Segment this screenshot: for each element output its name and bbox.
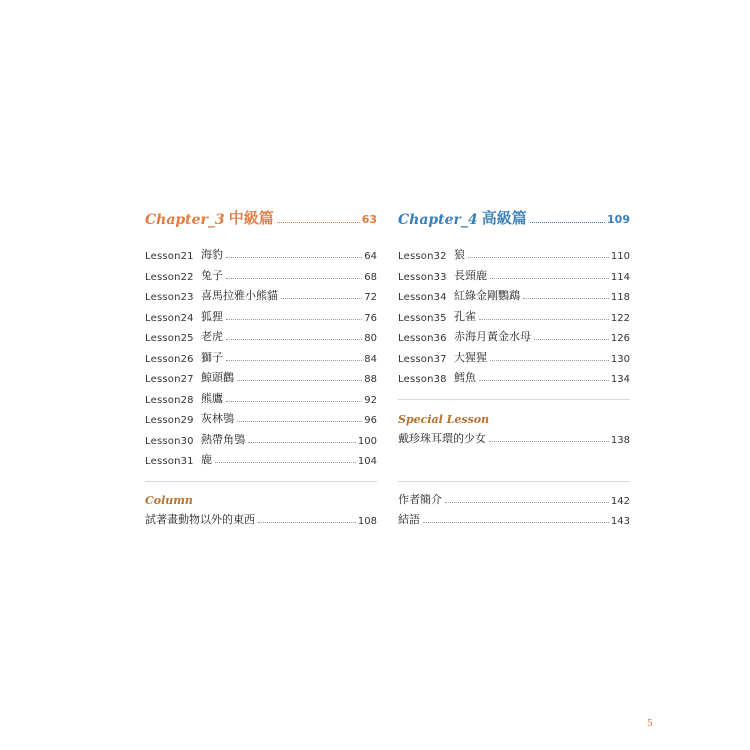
toc-row[interactable] [398,246,630,262]
lesson-page: 80 [364,333,377,344]
lesson-page: 122 [610,312,630,324]
lesson-title: 狼 [454,248,465,261]
toc-row-column[interactable] [145,511,377,527]
lesson-page: 126 [610,333,630,344]
lesson-title: 熱帶角鴞 [201,432,245,446]
lesson-number: Lesson23 [145,292,194,303]
lesson-page: 84 [364,353,377,365]
lesson-title: 紅綠金剛鸚鵡 [454,289,520,302]
section-divider [398,481,630,482]
toc-row[interactable] [398,369,630,385]
leader-dots [277,222,360,223]
page-number: 5 [647,719,653,729]
toc-row-special[interactable] [398,430,630,446]
leader-dots [226,278,362,279]
lesson-title: 海豹 [201,248,223,261]
lesson-number: Lesson25 [145,333,194,344]
leader-dots [237,421,362,422]
toc-row[interactable] [145,308,377,324]
toc-row[interactable] [145,390,377,406]
leader-dots [479,319,609,320]
chapter-page: 109 [607,213,630,226]
column-title: 試著畫動物以外的東西 [145,513,255,526]
toc-row[interactable] [398,308,630,324]
leader-dots [226,319,362,320]
lesson-page: 134 [610,374,630,385]
lesson-number: Lesson32 [398,251,447,262]
leader-dots [248,442,356,443]
lesson-title: 獅子 [201,350,223,364]
lesson-number: Lesson36 [398,333,447,344]
lesson-page: 130 [610,353,630,365]
lesson-number: Lesson27 [145,374,194,385]
lesson-number: Lesson38 [398,374,447,385]
lesson-page: 64 [364,251,377,262]
toc-row[interactable] [398,287,630,303]
toc-row[interactable] [145,451,377,467]
toc-row[interactable] [398,267,630,283]
leader-dots [523,298,609,299]
leader-dots [490,360,609,361]
section-divider [145,481,377,482]
lesson-title: 大猩猩 [454,350,487,364]
toc-row[interactable] [145,246,377,262]
chapter-4-heading[interactable] [398,206,630,228]
toc-row[interactable] [145,410,377,426]
lesson-page: 118 [610,292,630,303]
lesson-title: 老虎 [201,330,223,343]
section-divider [398,399,630,400]
leader-dots [530,222,605,223]
chapter-page: 63 [361,213,377,226]
column-section-heading: Column [145,494,193,507]
leader-dots [258,522,356,523]
extra-title: 結語 [398,513,420,526]
special-lesson-title: 戴珍珠耳環的少女 [398,432,486,445]
lesson-page: 92 [364,394,377,406]
leader-dots [468,257,609,258]
toc-row[interactable] [145,267,377,283]
special-lesson-heading: Special Lesson [398,413,490,426]
leader-dots [237,380,362,381]
leader-dots [423,522,609,523]
chapter-title-en: Chapter_3 [145,212,225,228]
lesson-title: 鯨頭鸛 [201,371,234,384]
extra-title: 作者簡介 [398,493,442,506]
leader-dots [534,339,609,340]
chapter-title-zh: 中級篇 [228,209,274,227]
toc-row[interactable] [398,349,630,365]
lesson-number: Lesson29 [145,415,194,426]
lesson-title: 喜馬拉雅小熊貓 [201,289,278,302]
leader-dots [445,502,609,503]
lesson-title: 熊鷹 [201,391,223,405]
lesson-page: 72 [364,292,377,303]
leader-dots [281,298,362,299]
lesson-page: 100 [357,435,377,447]
lesson-title: 狐狸 [201,309,223,323]
leader-dots [479,380,609,381]
toc-row[interactable] [145,328,377,344]
lesson-title: 兔子 [201,268,223,282]
lesson-page: 114 [610,271,630,283]
lesson-page: 68 [364,271,377,283]
chapter-title-zh: 高級篇 [481,209,527,227]
leader-dots [215,462,356,463]
toc-row[interactable] [145,369,377,385]
chapter-3-heading[interactable] [145,206,377,228]
lesson-number: Lesson37 [398,353,447,365]
special-lesson-page: 138 [610,435,630,446]
lesson-title: 赤海月黃金水母 [454,330,531,343]
toc-row[interactable] [145,287,377,303]
extra-page: 143 [610,516,630,527]
leader-dots [226,401,362,402]
leader-dots [226,360,362,361]
lesson-number: Lesson24 [145,312,194,324]
lesson-number: Lesson33 [398,271,447,283]
lesson-number: Lesson22 [145,271,194,283]
leader-dots [226,257,362,258]
lesson-page: 96 [364,415,377,426]
column-page: 108 [357,516,377,527]
toc-row[interactable] [145,431,377,447]
leader-dots [226,339,362,340]
toc-row-extra[interactable] [398,511,630,527]
toc-row[interactable] [145,349,377,365]
lesson-number: Lesson31 [145,456,194,467]
leader-dots [490,278,609,279]
lesson-number: Lesson21 [145,251,194,262]
lesson-title: 鹿 [201,453,212,466]
lesson-number: Lesson28 [145,394,194,406]
lesson-title: 鱈魚 [454,371,476,384]
toc-row[interactable] [398,328,630,344]
lesson-number: Lesson26 [145,353,194,365]
lesson-number: Lesson30 [145,435,194,447]
lesson-page: 88 [364,374,377,385]
lesson-number: Lesson34 [398,292,447,303]
chapter-title-en: Chapter_4 [398,212,478,228]
leader-dots [489,441,609,442]
lesson-number: Lesson35 [398,312,447,324]
lesson-page: 110 [610,251,630,262]
lesson-title: 長頸鹿 [454,268,487,282]
toc-row-extra[interactable] [398,491,630,507]
lesson-title: 灰林鴞 [201,412,234,425]
lesson-title: 孔雀 [454,309,476,323]
extra-page: 142 [610,496,630,507]
lesson-page: 104 [357,456,377,467]
lesson-page: 76 [364,312,377,324]
